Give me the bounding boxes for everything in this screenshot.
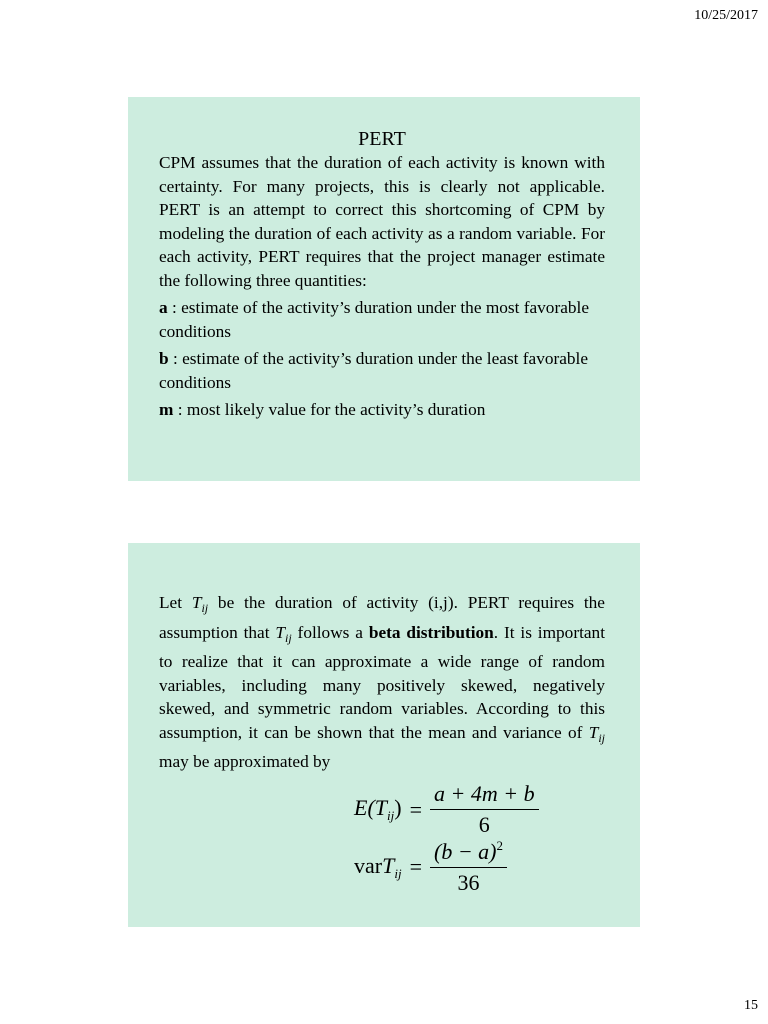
- subscript-ij: ij: [201, 601, 209, 615]
- page-number: 15: [744, 998, 758, 1013]
- beta-paragraph: [159, 591, 605, 774]
- definition-term: a: [159, 298, 168, 317]
- equals-sign: =: [409, 854, 422, 879]
- numerator: [430, 781, 539, 810]
- text-run: Let: [159, 593, 192, 612]
- closing-paren: ): [394, 795, 402, 820]
- numerator-text: a + 4m + b: [434, 781, 535, 806]
- equals-sign: =: [409, 796, 422, 822]
- subscript-ij: ij: [387, 808, 395, 823]
- variable-T: T: [382, 852, 395, 878]
- formula-lhs: [354, 795, 402, 824]
- subscript-ij: ij: [285, 630, 292, 645]
- denominator: 6: [478, 812, 490, 837]
- definition-b: [159, 347, 605, 394]
- subscript-ij: ij: [394, 865, 402, 881]
- variable-T: T: [374, 795, 388, 820]
- definition-m: [159, 398, 605, 422]
- definition-term: m: [159, 400, 174, 419]
- definition-text: : estimate of the activity’s duration under the least favorable conditions: [159, 349, 589, 392]
- subscript-ij: ij: [598, 730, 605, 745]
- variable-T: T: [191, 593, 202, 612]
- variance-prefix: var: [354, 852, 383, 878]
- fraction: [430, 838, 507, 896]
- text-run: be the duration of activity (i,j). PERT requires the assumption that: [159, 593, 605, 642]
- variable-T: T: [588, 722, 599, 742]
- text-run: . It is important to realize that it can approximate a wide range of random variables, including many positively skewed, negatively skewed, and symmetric random variables. According to this assumption, it can be shown that the mean and variance of: [159, 622, 605, 742]
- variable-T: T: [275, 622, 286, 642]
- denominator: 36: [457, 870, 480, 895]
- numerator: [430, 838, 507, 868]
- definition-a: [159, 296, 605, 343]
- variance-formula: [354, 838, 507, 896]
- header-date: 10/25/2017: [694, 8, 758, 23]
- mean-formula: [354, 781, 539, 838]
- bold-term: beta distribution: [368, 622, 494, 642]
- slide-title: PERT: [358, 128, 406, 150]
- definition-term: b: [159, 349, 169, 368]
- numerator-text: (b − a): [434, 839, 497, 864]
- slide-pert-intro: [128, 97, 640, 481]
- slide-beta-distribution: [128, 543, 640, 927]
- expectation-prefix: E(: [354, 795, 375, 820]
- exponent: 2: [496, 838, 503, 853]
- definition-text: : most likely value for the activity’s duration: [173, 400, 486, 419]
- intro-paragraph: CPM assumes that the duration of each activity is known with certainty. For many projects, this is clearly not applicable. PERT is an attempt to correct this shortcoming of CPM by modeling the duration of each activity as a random variable. For each activity, PERT requires that the project manager estimate the following three quantities:: [159, 153, 605, 290]
- fraction: [430, 781, 539, 838]
- text-run: follows a: [291, 622, 369, 642]
- formula-lhs: [354, 853, 402, 882]
- definition-text: : estimate of the activity’s duration under the most favorable conditions: [159, 298, 589, 341]
- text-run: may be approximated by: [159, 752, 331, 771]
